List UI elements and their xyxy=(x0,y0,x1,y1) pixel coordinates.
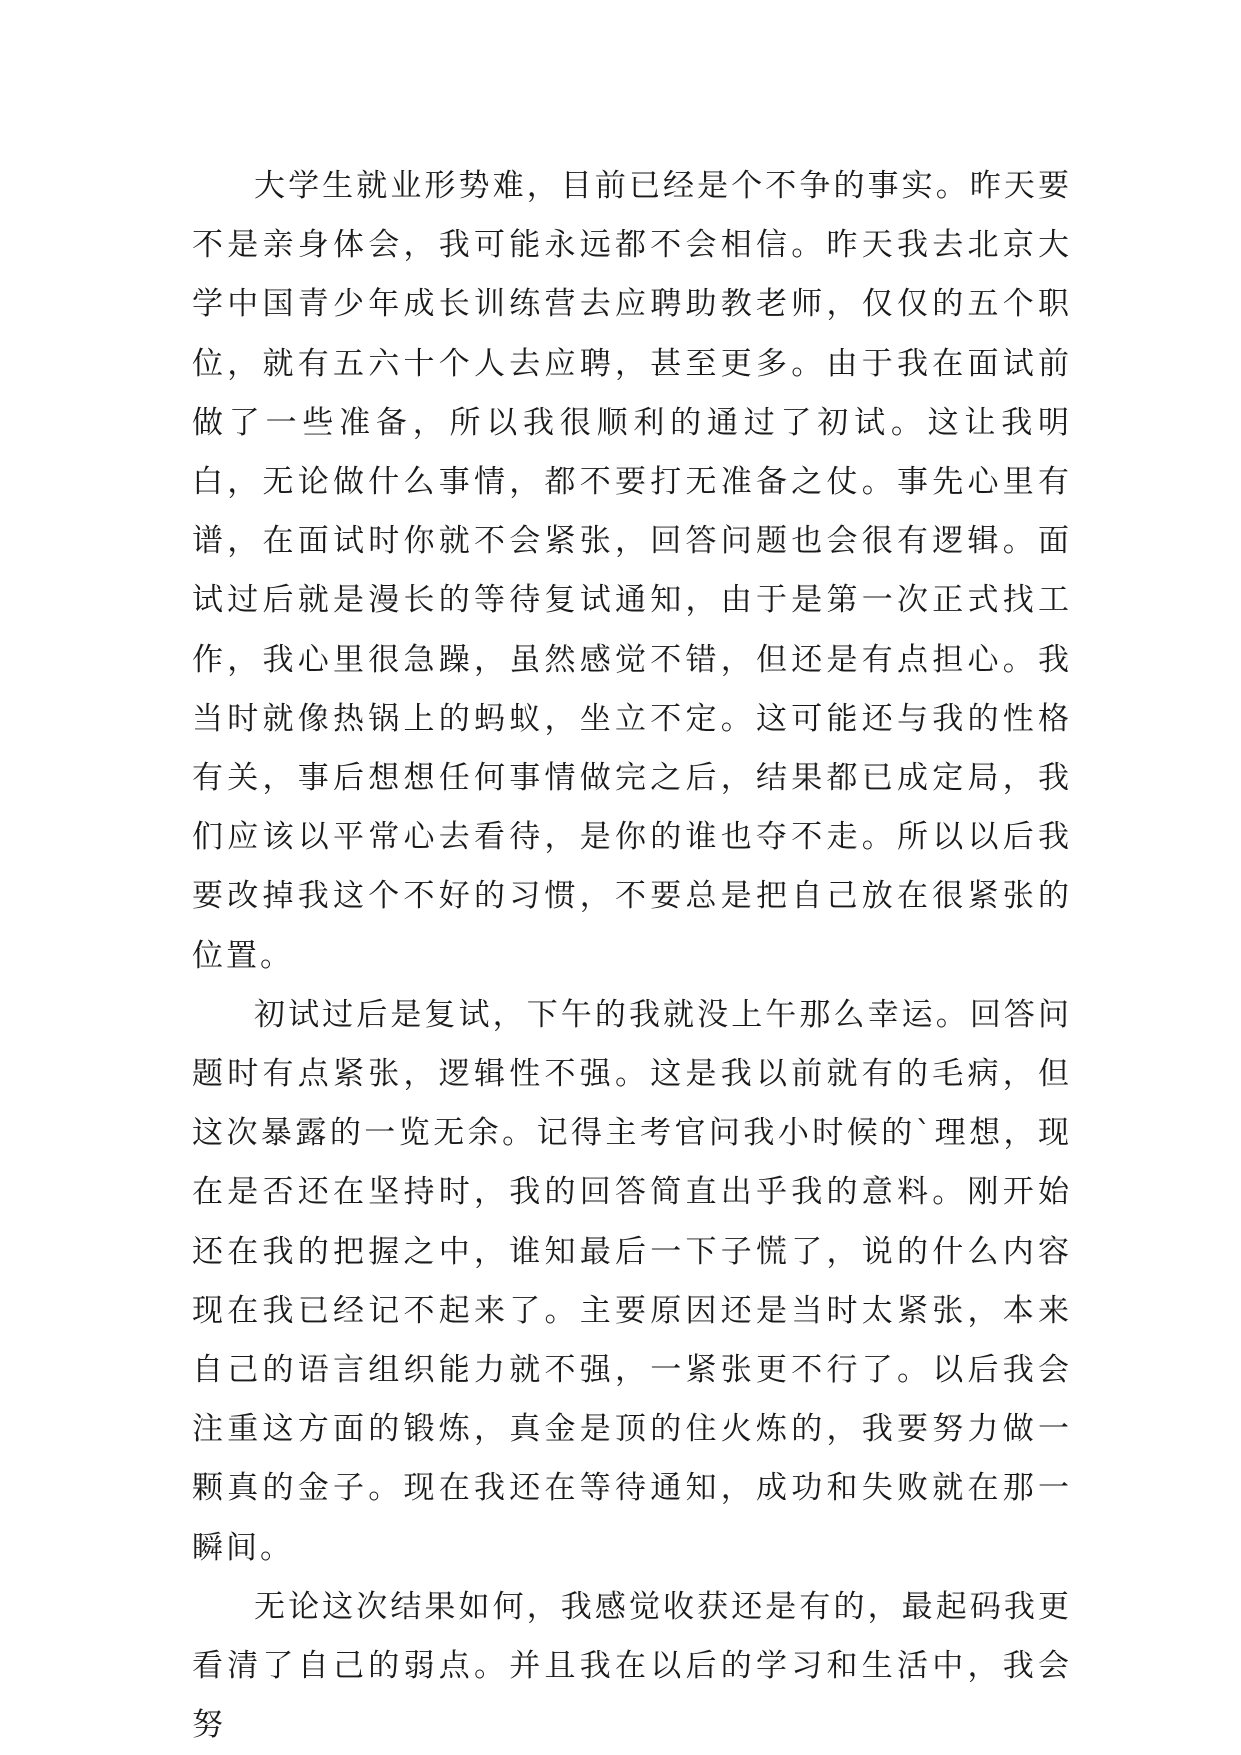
paragraph-3: 无论这次结果如何，我感觉收获还是有的，最起码我更看清了自己的弱点。并且我在以后的学习和生活中，我会努 xyxy=(192,1588,1072,1744)
paragraph-1: 大学生就业形势难，目前已经是个不争的事实。昨天要不是亲身体会，我可能永远都不会相信。昨天我去北京大学中国青少年成长训练营去应聘助教老师，仅仅的五个职位，就有五六十个人去应聘，甚至更多。由于我在面试前做了一些准备，所以我很顺利的通过了初试。这让我明白，无论做什么事情，都不要打无准备之仗。事先心里有谱，在面试时你就不会紧张，回答问题也会很有逻辑。面试过后就是漫长的等待复试通知，由于是第一次正式找工作，我心里很急躁，虽然感觉不错，但还是有点担心。我当时就像热锅上的蚂蚁，坐立不定。这可能还与我的性格有关，事后想想任何事情做完之后，结果都已成定局，我们应该以平常心去看待，是你的谁也夺不走。所以以后我要改掉我这个不好的习惯，不要总是把自己放在很紧张的位置。 xyxy=(192,168,1072,974)
paragraph-2: 初试过后是复试，下午的我就没上午那么幸运。回答问题时有点紧张，逻辑性不强。这是我以前就有的毛病，但这次暴露的一览无余。记得主考官问我小时候的`理想，现在是否还在坚持时，我的回答简直出乎我的意料。刚开始还在我的把握之中，谁知最后一下子慌了，说的什么内容现在我已经记不起来了。主要原因还是当时太紧张，本来自己的语言组织能力就不强，一紧张更不行了。以后我会注重这方面的锻炼，真金是顶的住火炼的，我要努力做一颗真的金子。现在我还在等待通知，成功和失败就在那一瞬间。 xyxy=(192,996,1072,1566)
document-body xyxy=(192,157,1072,1755)
